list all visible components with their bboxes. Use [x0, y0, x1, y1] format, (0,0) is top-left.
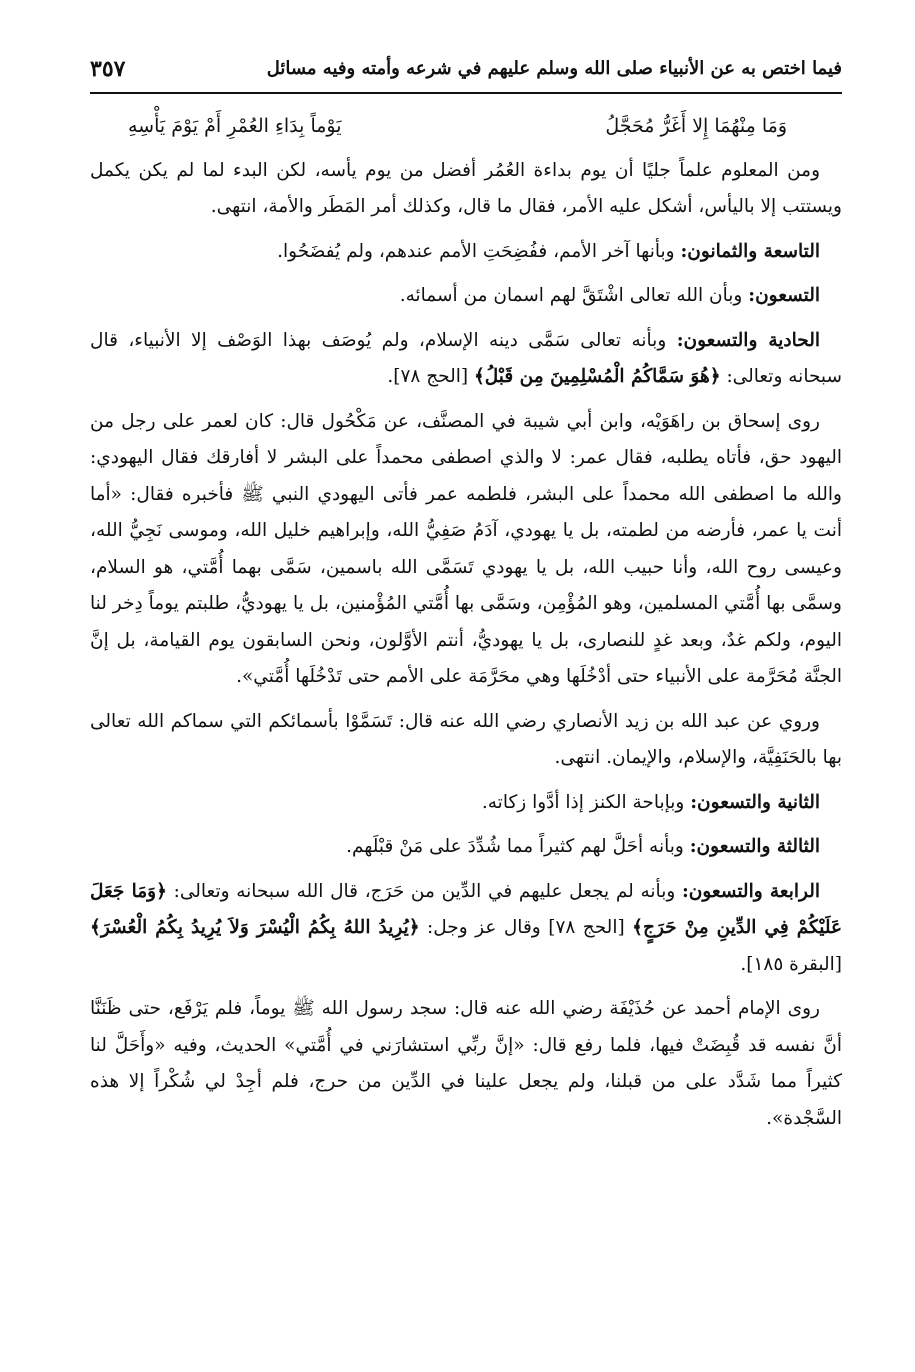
section-heading: الثالثة والتسعون: — [689, 836, 820, 857]
paragraph-text: وبأنها آخر الأمم، ففُضِحَتِ الأمم عندهم، ولم يُفضَحُوا. — [277, 240, 681, 262]
section-heading: الثانية والتسعون: — [690, 791, 820, 813]
quran-quote: ﴿وَمَا جَعَلَ عَلَيْكُمْ فِي الدِّينِ مِنْ حَرَجٍ﴾ — [90, 880, 843, 938]
paragraph — [90, 234, 842, 271]
page-number: ٣٥٧ — [90, 56, 126, 82]
quran-reference: [الحج ٧٨]. — [387, 366, 474, 387]
quran-quote: ﴿يُرِيدُ اللهُ بِكُمُ الْيُسْرَ وَلاَ يُرِيدُ بِكُمُ الْعُسْرَ﴾ — [90, 917, 420, 938]
quran-reference: [البقرة ١٨٥]. — [740, 953, 842, 975]
paragraph — [90, 278, 842, 315]
page — [90, 48, 842, 1145]
paragraph: روى إسحاق بن راهَوَيْه، وابن أبي شيبة في المصنَّف، عن مَكْحُول قال: كان لعمر على رجل من اليهود حق، فأتاه يطلبه، فقال عمر: لا والذي اصطفى محمداً على البشر لا أفارقك فقال اليهودي: والله ما اصطفى الله محمداً على البشر، فلطمه عمر فأتى اليهودي النبي ﷺ فأخبره فقال: «أما أنت يا عمر، فأرضه من لطمته، بل يا يهودي، آدَمُ صَفِيُّ الله، وإبراهيم خليل الله، وموسى نَجِيُّ الله، وعيسى روح الله، وأنا حبيب الله، بل يا يهودي تَسَمَّى الله باسمين، سَمَّى بهما أُمَّتي، هو السلام، وسمَّى بها أُمَّتي المسلمين، وهو المُؤْمِن، وسَمَّى بها أُمَّتي المُؤْمنين، بل يا يهوديُّ، طلبتم يوماً دِخر لنا اليوم، ولكم غدٌ، وبعد غدٍ للنصارى، بل يا يهوديُّ، أنتم الأوَّلون، ونحن السابقون يوم القيامة، بل إنَّ الجنَّة مُحَرَّمة على الأنبياء حتى أدْخُلَها وهي محَرَّمَة على الأمم حتى تَدْخُلَها أُمَّتي». — [90, 410, 842, 687]
running-header — [90, 48, 842, 94]
paragraph: ومن المعلوم علماً جليًا أن يوم بداءة العُمُر أفضل من يوم يأسه، لكن البدء لما لم يكن يكمل ويستتب إلا باليأس، أشكل عليه الأمر، فقال ما قال، وكذلك أمر المَطَر والأمة، انتهى. — [90, 159, 842, 217]
verse-hemistich-right: وَمَا مِنْهُمَا إِلا أَغَرُّ مُحَجَّلُ — [605, 115, 787, 137]
paragraph-text: وبأنه تعالى سَمَّى دينه الإسلام، ولم يُوصَف بهذا الوَصْف إلا الأنبياء، قال سبحانه وتعالى: — [90, 329, 842, 387]
section-heading: التاسعة والثمانون: — [680, 240, 820, 262]
paragraph-text: وبأن الله تعالى اشْتَقَّ لهم اسمان من أسمائه. — [399, 285, 749, 306]
quran-reference: [الحج ٧٨] وقال عز وجل: — [419, 917, 633, 938]
paragraph — [90, 829, 842, 866]
quran-quote: ﴿هُوَ سَمَّاكُمُ الْمُسْلِمِينَ مِن قَبْلُ﴾ — [473, 366, 721, 387]
paragraph-text: وبإباحة الكنز إذا أدَّوا زكاته. — [481, 791, 691, 813]
section-heading: الرابعة والتسعون: — [681, 880, 820, 902]
verse-hemistich-left: يَوْماً بِدَاءِ العُمْرِ أَمْ يَوْمَ يَأْسِهِ — [128, 115, 342, 137]
paragraph-text: وبأنه لم يجعل عليهم في الدِّين من حَرَج، قال الله سبحانه وتعالى: — [166, 880, 682, 902]
paragraph-text: وبأنه أحَلَّ لهم كثيراً مما شُدِّدَ على مَنْ قبْلَهم. — [346, 836, 690, 857]
section-heading: الحادية والتسعون: — [676, 329, 821, 351]
poetry-verse — [90, 108, 842, 145]
paragraph — [90, 323, 842, 396]
paragraph: روى الإمام أحمد عن حُذَيْفَة رضي الله عنه قال: سجد رسول الله ﷺ يوماً، فلم يَرْفَع، حتى ظَنَنَّا أنَّ نفسه قد قُبِضَتْ فيها، فلما رفع قال: «إنَّ ربِّي استشارَني في أُمَّتي» الحديث، وفيه «وأَحَلَّ لنا كثيراً مما شَدَّد على من قبلنا، ولم يجعل علينا في الدِّين من حرج، فلم أجِدْ لي شُكْراً إلا هذه السَّجْدة». — [90, 998, 842, 1129]
page-body — [90, 108, 842, 1137]
running-title: فيما اختص به عن الأنبياء صلى الله وسلم عليهم في شرعه وأمته وفيه مسائل — [266, 58, 842, 79]
paragraph — [90, 874, 842, 984]
paragraph — [90, 785, 842, 822]
section-heading: التسعون: — [748, 285, 820, 306]
paragraph: وروي عن عبد الله بن زيد الأنصاري رضي الله عنه قال: تَسَمَّوْا بأسمائكم التي سماكم الله تعالى بها بالحَنَفِيَّة، والإسلام، والإيمان. انتهى. — [90, 710, 842, 768]
